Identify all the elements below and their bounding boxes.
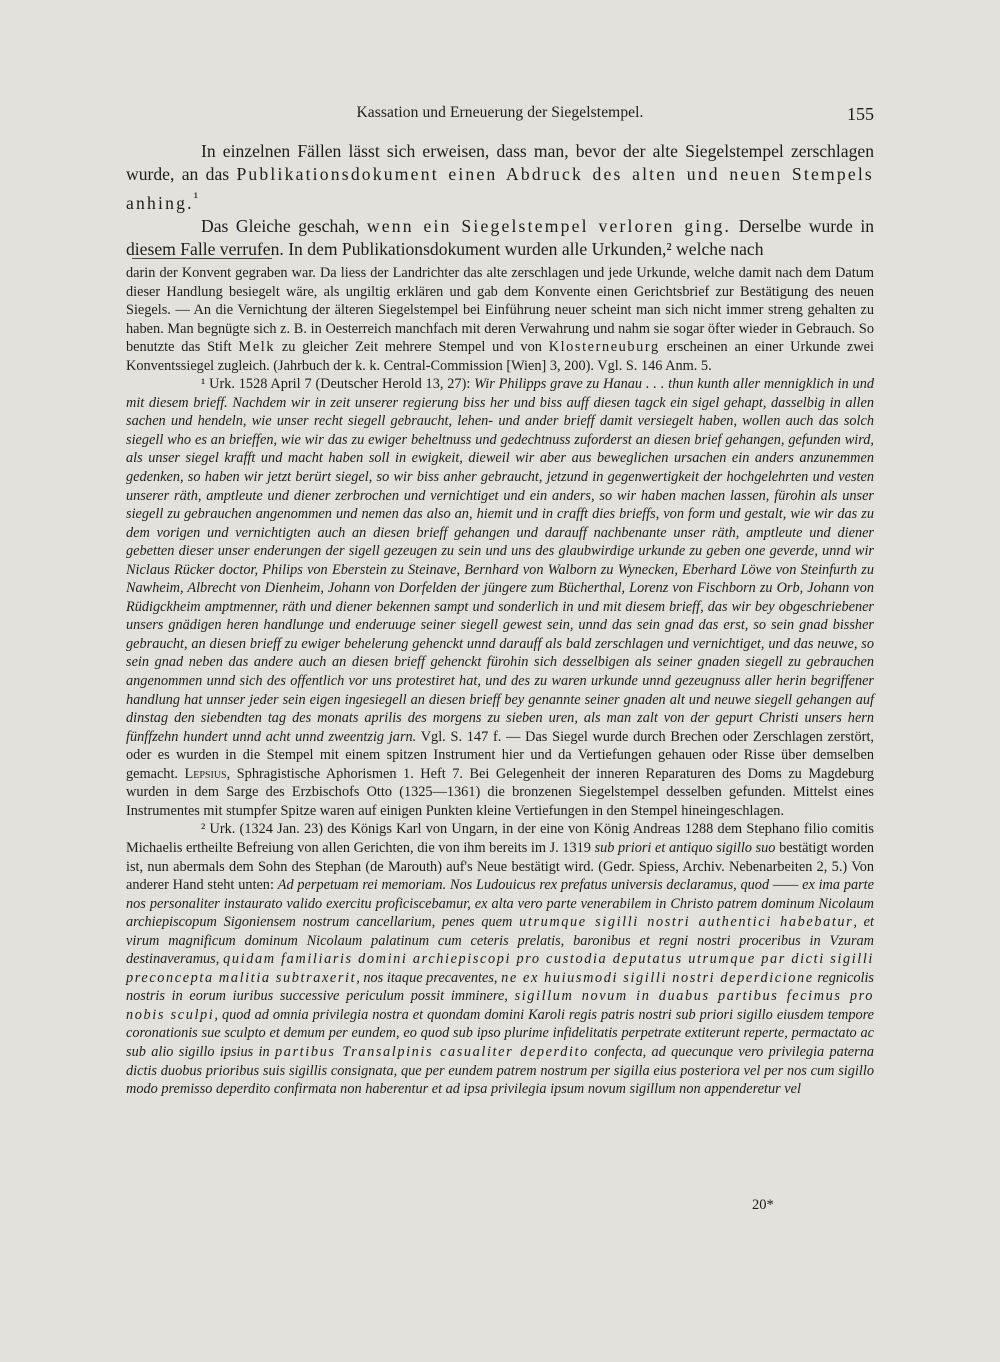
footnote-2-latin-3: , et virum magnificum dominum Nicolaum palatinum cum ceteris prelatis, baronibus et regni nostri proceribus in Vzuram destinaveramus, (126, 914, 874, 968)
footnote-1-quotation: Wir Philipps grave zu Hanau . . . thun kunth aller mennigklich in und mit diesem brieff. Nachdem wir in zeit unserer regierung biss her und biss auff diesen tagck ein sigel gehapt, dasselbig in allen sachen und hendeln, wie unser recht siegell gebraucht, lehen- und ander brieff damit versiegelt haben, wollen auch das solch siegell who es an brieffen, wie wir das zu ewiger beheltnuss und gedechtnuss zuforderst an diesen brief gehangen, gefunden wird, als unser siegel krafft und macht haben soll in ewigkeit, dieweil wir aber aus beweglichen ursachen ein anders anzunemmen gedenken, so haben wir jetzt berürt siegel, so wir biss anher gebraucht, jetzund in gegenwertigkeit der hochgelehrten und vesten unserer räth, amptleute und diener zerbrochen und vernichtiget und ein anders, so wir haben machen lassen, fürohin als unser siegell zu gebrauchen angenommen und nemen das also an, hiemit und in crafft dies brieffs, von form und gestalt, wie wir das zu dem vorigen und vernichtigten auch an diesen brieff gehangen und darauff nachbenante unser räth, amptleute und diener gebetten dieser unser enderungen der sigell gezeugen zu sein und uns des glaubwirdige urkunde zu geben one geverde, unnd wir Niclaus Rücker doctor, Philips von Eberstein zu Steinave, Bernhard von Walborn zu Wynecken, Eberhard Löwe von Steinfurth zu Nawheim, Albrecht von Dienheim, Johann von Dorfelden der jüngere zum Bücherthal, Lorenz von Fischborn zu Orb, Johann von Rüdigckheim amptmenner, räth und diener bekennen sampt und sonderlich in und mit diesem brieff, das wir bey obgeschriebener unsers gnädigen heren handlunge und enderuuge seiner siegell gewest sein, unnd das sein gnad das erst, so sein gnad bissher gebraucht, an diesen brieff zu ewiger behelerung gehenckt unnd darauff als bald zerschlagen und vernichtiget, und das neuwe, so sein gnad neben das andere auch an diesen brieff gehenckt fürohin sich desselbigen als seiner gnaden siegell zu gebrauchen angenommen unnd sich des offentlich vor uns protestiret hat, und des zu waren urkunde unnd gezeugnuss aller herin begriffener handlung hat unnser jeder sein eigen ingesiegell an diesen brieff bey genannte seiner gnaden alt und neuwe siegell gehangen auf dinstag den siebendten tag des monats aprilis des morgens zu sieben uren, als man zalt von der gepurt Christi unsers hern fünffzehn hundert unnd acht unnd zweentzig jarn. (126, 376, 874, 745)
main-text (126, 140, 874, 262)
footnote-continuation-text: darin der Konvent gegraben war. Da liess der Landrichter das alte zerschlagen und jede Urkunde, welche damit nach dem Datum dieser Handlung besiegelt wäre, als ungiltig erklären und gab dem Konvente einen Gerichtsbrief zur Bestätigung des neuen Siegels. — An die Vernichtung der älteren Siegelstempel bei Einführung neuer scheint man sich nicht immer streng gehalten zu haben. Man begnügte sich z. B. in Oesterreich manchfach mit deren Verwahrung und nahm sie sogar öfter wieder in Gebrauch. So benutzte das Stift (126, 265, 874, 356)
paragraph-1 (126, 140, 874, 215)
footnote-2-spaced-3: ne ex huiusmodi sigilli nostri deperdicione (501, 969, 814, 986)
footnote-ref-1: ¹ (193, 189, 199, 206)
footnote-2-spaced-1: utrumque sigilli nostri authentici habebatur (519, 914, 854, 931)
running-title: Kassation und Erneuerung der Siegelstempel. (356, 104, 644, 121)
paragraph-1-spaced: Publikationsdokument einen Abdruck des alten und neuen Stempels anhing. (126, 164, 874, 213)
footnote-1 (126, 375, 874, 820)
page-number: 155 (847, 104, 874, 124)
footnote-2 (126, 820, 874, 1098)
footnote-2-latin-5: regnicolis nostris in eorum iuribus successive periculum possit imminere, (126, 969, 874, 1005)
signature-mark: 20* (752, 1197, 774, 1213)
running-header (126, 100, 874, 130)
paragraph-2 (126, 215, 874, 262)
footnote-2-latin-6: , quod ad omnia privilegia nostra et quondam domini Karoli regis patris nostri sub priori sigillo eiusdem tempore coronationis sue sculpto et demum per eundem, eo quod sub ipso plurime infidelitatis perpetrate extiterunt reperte, permactato ac sub alio sigillo ipsius in (126, 1006, 875, 1060)
spaced-name-melk: Melk (238, 339, 276, 356)
footnote-2-latin-7: confecta, ad quecunque vero privilegia paterna dictis duobus prioribus suis sigillis consignata, que per eundem patrem nostrum per sigilla eius posteriora vel per nos cum sigillo modo premisso deperdito confirmata non haberentur et ad ipsa privilegia ipsum novum sigillum non appenderetur vel (126, 1043, 875, 1098)
footnote-2-intro: ² Urk. (1324 Jan. 23) des Königs Karl von Ungarn, in der eine von König Andreas 1288 dem Stephano filio comitis Michaelis ertheilte Befreiung von allen Gerichten, die von ihm bereits im J. 1319 (126, 821, 874, 856)
footnote-continuation (126, 264, 874, 375)
paragraph-2-rest: Derselbe wurde in diesem Falle verrufen. In dem Publikationsdokument wurden alle Urkunden,² welche nach (126, 216, 875, 260)
footnote-2-text: bestätigt worden ist, nun abermals dem Sohn des Stephan (de Marouth) auf's Neue bestätigt wird. (Gedr. Spiess, Archiv. Nebenarbeiten 2, 5.) Von anderer Hand steht unten: (126, 839, 874, 894)
author-lepsius: Lepsius (184, 765, 227, 782)
footnotes (126, 264, 874, 1099)
footnote-rule (132, 258, 272, 259)
footnote-2-spaced-2: quidam familiaris domini archiepiscopi pro custodia deputatus utrumque par dicti sigilli preconcepta malitia subtraxerit (126, 951, 874, 986)
footnote-continuation-text-2: zu gleicher Zeit mehrere Stempel und von (275, 339, 549, 356)
paragraph-1-text: In einzelnen Fällen lässt sich erweisen, dass man, bevor der alte Siegelstempel zerschlagen wurde, an das (126, 141, 874, 185)
footnote-2-latin-1: sub priori et antiquo sigillo suo (594, 839, 776, 856)
footnote-1-intro: ¹ Urk. 1528 April 7 (Deutscher Herold 13, 27): (201, 376, 475, 393)
footnote-2-spaced-4: sigillum novum in duabus partibus fecimus pro nobis sculpi (126, 988, 874, 1023)
footnote-continuation-text-3: erscheinen an einer Urkunde zwei Konventssiegel zugleich. (Jahrbuch der k. k. Central-Commission [Wien] 3, 200). Vgl. S. 146 Anm. 5. (126, 339, 874, 374)
footnote-1-text-2: , Sphragistische Aphorismen 1. Heft 7. Bei Gelegenheit der inneren Reparaturen des Doms zu Magdeburg wurden in dem Sarge des Erzbischofs Otto (1325—1361) die bronzenen Siegelstempel desselben gefunden. Mittelst eines Instrumentes mit stumpfer Spitze waren auf einigen Punkten kleine Vertiefungen in den Stempel hineingeschlagen. (126, 765, 874, 819)
footnote-2-latin-2: Ad perpetuam rei memoriam. Nos Ludouicus rex prefatus universis declaramus, quod —— ex ima parte nos personaliter instaurato valido exercitu proficiscebamur, ex alta vero parte venerabilem in Christo patrem dominum Nicolaum archiepiscopum Sigoniensem nostrum cancellarium, penes quem (126, 877, 874, 931)
paragraph-2-text: Das Gleiche geschah, (201, 216, 367, 237)
footnote-2-latin-4: , nos itaque precaventes, (356, 969, 502, 986)
paragraph-2-spaced: wenn ein Siegelstempel verloren ging. (366, 216, 732, 237)
footnote-2-spaced-5: partibus Transalpinis casualiter deperdito (275, 1043, 589, 1060)
footnote-1-text: Vgl. S. 147 f. — Das Siegel wurde durch Brechen oder Zerschlagen zerstört, oder es wurden in die Stempel mit einem spitzen Instrument hier und da Vertiefungen gehauen oder Risse über demselben gemacht. (126, 728, 874, 782)
spaced-name-klosterneuburg: Klosterneuburg (548, 339, 660, 356)
